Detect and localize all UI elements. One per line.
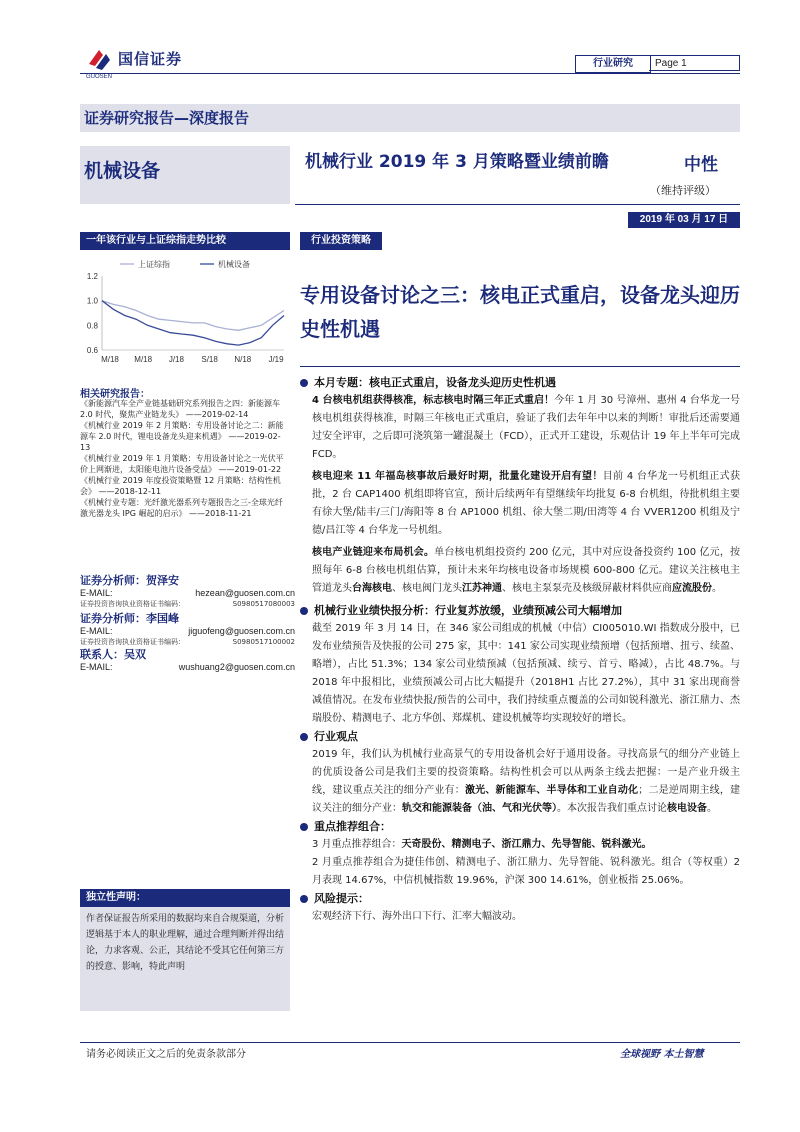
header-divider [80, 73, 740, 74]
strategy-tag: 行业投资策略 [300, 232, 382, 250]
x-tick-label: J/19 [268, 355, 284, 364]
analyst-role: 证券分析师： [80, 612, 146, 625]
paragraph: 3 月重点推荐组合：天奇股份、精测电子、浙江鼎力、先导智能、锐科激光。 [312, 839, 652, 850]
guosen-logo-icon [86, 46, 112, 72]
footer-slogan: 全球视野 本土智慧 [620, 1049, 704, 1060]
cert-label: 证券投资咨询执业资格证书编码： [80, 638, 185, 646]
paragraph: 2019 年，我们认为机械行业高景气的专用设备机会好于通用设备。寻找高景气的细分产业链上的优质设备公司是我们主要的投资策略。结构性机会可以从两条主线去把握：一是产业升级主线，建议重点关注的细分产业有：激光、新能源车、半导体和工业自动化；二是逆周期主线，建议关注的细分产业：轨交和能源装备（油、气和光伏等）。本次报告我们重点讨论核电设备。 [312, 749, 741, 814]
section-heading: 重点推荐组合： [300, 818, 740, 836]
paragraph: 截至 2019 年 3 月 14 日，在 346 家公司组成的机械（中信）CI005010.WI 指数成分股中，已发布业绩预告及快报的公司 275 家，其中：141 家公司实现业绩预增（包括预增、扭亏、续盈、略增），占比 51.3%；134 家公司业绩预减（包括预减、续亏、首亏、略减），占比 48.7%。与 2018 年中报相比，业绩预减公司占比大幅提升（2018H1 占比 27.2%），其中 31 家出现商誉减值情况。在发布业绩快报/预告的公司中，我们持续重点覆盖的公司如锐科激光、浙江鼎力、杰瑞股份、精测电子、北方华创、郑煤机、建设机械等均实现较好的增长。 [312, 623, 740, 724]
paragraph: 2 月重点推荐组合为捷佳伟创、精测电子、浙江鼎力、先导智能、锐科激光。组合（等权重）2 月表现 14.67%，中信机械指数 19.96%，沪深 300 14.61%，创业板指 25.06%。 [312, 857, 740, 886]
legend-label: 上证综指 [138, 260, 170, 269]
footer-disclaimer: 请务必阅读正文之后的免责条款部分 [86, 1049, 246, 1060]
paragraph: 4 台核电机组获得核准，标志核电时隔三年正式重启！今年 1 月 30 号漳州、惠州 4 台华龙一号核电机组获得核准，时隔三年核电正式重启，验证了我们去年年中以来的判断！审批后还需要通过安全评审，之后即可浇筑第一罐混凝土（FCD），正式开工建设，乐观估计 19 年上半年可完成 FCD。 [312, 395, 740, 460]
analyst-email[interactable]: jiguofeng@guosen.com.cn [188, 626, 295, 636]
y-tick-label: 1.2 [86, 272, 98, 281]
analyst-role: 证券分析师： [80, 574, 146, 587]
contact-role: 联系人： [80, 648, 124, 661]
rating-sub: （维持评级） [650, 184, 716, 197]
x-tick-label: N/18 [234, 355, 252, 364]
related-item[interactable]: 《机械行业 2019 年度投资策略暨 12 月策略：结构性机会》 ——2018-12-11 [80, 476, 281, 496]
chart-header: 一年该行业与上证综指走势比较 [80, 232, 290, 250]
main-title: 专用设备讨论之三：核电正式重启，设备龙头迎历史性机遇 [300, 283, 740, 341]
x-tick-label: M/18 [134, 355, 153, 364]
sector-label: 机械设备 [80, 146, 290, 204]
section-heading: 行业观点 [300, 728, 740, 746]
contact-person [80, 646, 295, 673]
contact-name: 吴双 [124, 648, 146, 661]
bullet-icon [300, 895, 308, 903]
y-tick-label: 0.8 [86, 321, 98, 331]
independence-header: 独立性声明： [80, 889, 290, 907]
contact-email[interactable]: wushuang2@guosen.com.cn [178, 662, 295, 672]
cert-label: 证券投资咨询执业资格证书编码： [80, 600, 185, 608]
analyst-1 [80, 572, 295, 609]
related-item[interactable]: 《机械行业 2019 年 2 月策略：专用设备讨论之二：新能源车 2.0 时代，锂电设备龙头迎来机遇》 ——2019-02-13 [80, 421, 284, 452]
x-tick-label: M/18 [101, 355, 119, 364]
related-header: 相关研究报告： [80, 389, 150, 400]
bullet-icon [300, 733, 308, 741]
bullet-icon [300, 823, 308, 831]
series-line-0 [102, 301, 284, 331]
legend-label: 机械设备 [218, 260, 250, 269]
footer-divider [80, 1042, 740, 1043]
bullet-icon [300, 379, 308, 387]
title-divider [300, 366, 740, 367]
analyst-email[interactable]: hezean@guosen.com.cn [195, 588, 295, 598]
email-label: E-MAIL: [80, 662, 113, 672]
y-tick-label: 0.6 [86, 346, 98, 355]
main-content [300, 374, 740, 926]
paragraph: 核电迎来 11 年福岛核事故后最好时期，批量化建设开启有望！目前 4 台华龙一号机组正式获批，2 台 CAP1400 机组即将官宣，预计后续两年有望继续年均批复 6-8 台机组，待批机组主要有徐大堡/陆丰/三门/海阳等 8 台 AP1000 机组、徐大堡二期/田湾等 4 台 VVER1200 机组及宁德/昌江等 4 台华龙一号机组。 [312, 471, 740, 536]
y-tick-label: 1.0 [86, 296, 98, 306]
cert-number: S0980517100002 [232, 638, 295, 646]
analyst-name: 贺泽安 [146, 574, 179, 587]
bullet-icon [300, 607, 308, 615]
section-heading: 风险提示： [300, 890, 740, 908]
category-label: 行业研究 [575, 55, 651, 73]
email-label: E-MAIL: [80, 626, 113, 636]
analyst-2 [80, 610, 295, 647]
report-type: 证券研究报告—深度报告 [80, 104, 740, 132]
trend-chart [80, 254, 290, 372]
report-date: 2019 年 03 月 17 日 [628, 212, 740, 228]
x-tick-label: S/18 [201, 355, 218, 364]
logo-name: 国信证券 [118, 50, 183, 68]
cert-number: S0980517080003 [232, 600, 295, 608]
logo-sub: GUOSEN [86, 74, 113, 80]
independence-text: 作者保证报告所采用的数据均来自合规渠道，分析逻辑基于本人的职业理解，通过合理判断并得出结论，力求客观、公正，其结论不受其它任何第三方的授意、影响，特此声明 [80, 907, 290, 1011]
related-item[interactable]: 《机械行业专题：光纤激光器系列专题报告之三-全球光纤激光器龙头 IPG 崛起的启示》 ——2018-11-21 [80, 498, 283, 518]
paragraph: 宏观经济下行、海外出口下行、汇率大幅波动。 [312, 911, 522, 922]
section-heading: 机械行业业绩快报分析：行业复苏放缓，业绩预减公司大幅增加 [300, 602, 740, 620]
doc-title: 机械行业 2019 年 3 月策略暨业绩前瞻 [305, 152, 609, 172]
related-item[interactable]: 《新能源汽车全产业链基础研究系列报告之四：新能源车 2.0 时代，聚焦产业链龙头》 ——2019-02-14 [80, 399, 280, 419]
rating: 中性 [684, 155, 718, 175]
related-item[interactable]: 《机械行业 2019 年 1 月策略：专用设备讨论之一光伏平价上网渐进，太阳能电池片设备受益》 ——2019-01-22 [80, 454, 284, 474]
email-label: E-MAIL: [80, 588, 113, 598]
related-list [80, 398, 290, 519]
x-tick-label: J/18 [168, 355, 184, 364]
section-heading: 本月专题：核电正式重启，设备龙头迎历史性机遇 [300, 374, 740, 392]
paragraph: 核电产业链迎来布局机会。单台核电机组投资约 200 亿元，其中对应设备投资约 100 亿元，按照每年 6-8 台核电机组估算，预计未来年均核电设备市场规模 600-800 亿元。建议关注核电主管道龙头台海核电、核电阀门龙头江苏神通、核电主泵泵壳及核级屏蔽材料供应商应流股份。 [312, 547, 741, 594]
page-number: Page 1 [649, 55, 740, 71]
analyst-name: 李国峰 [146, 612, 179, 625]
